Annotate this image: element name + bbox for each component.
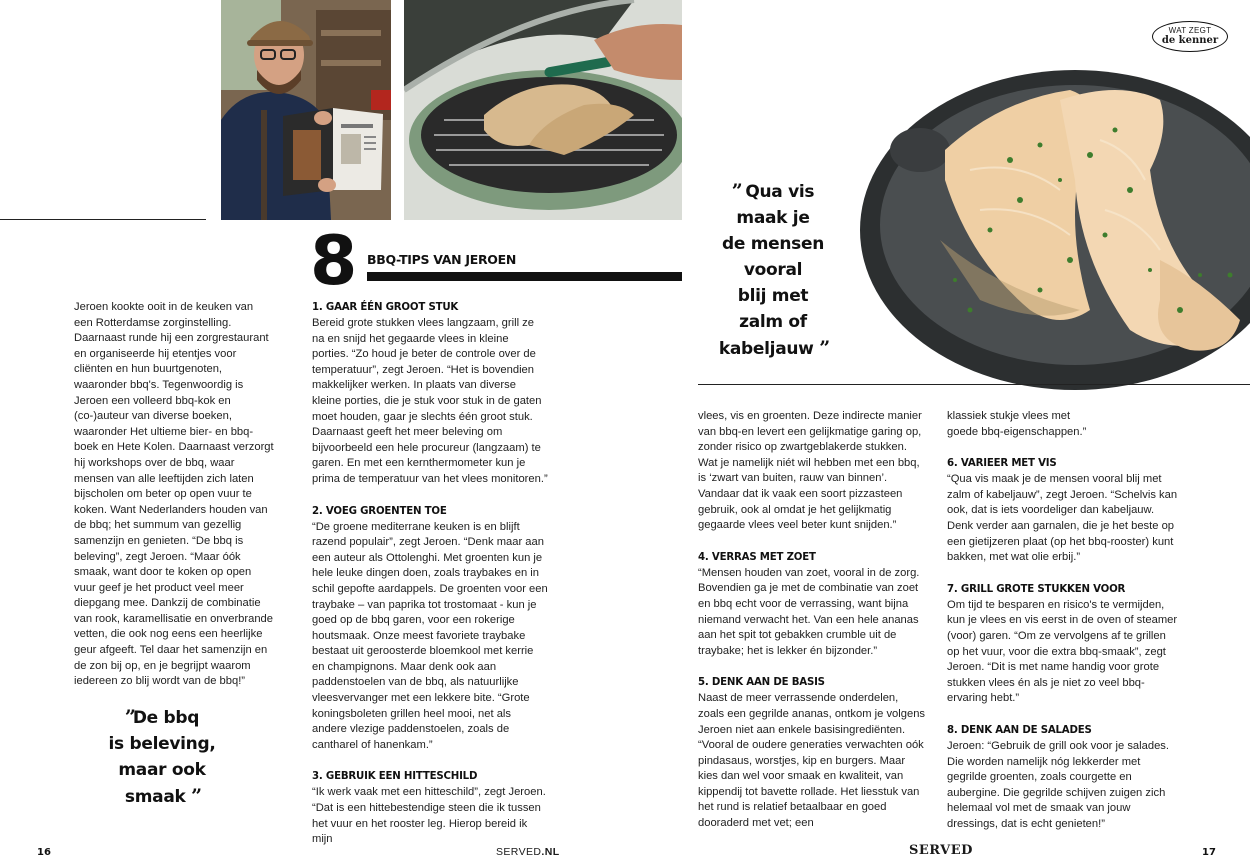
tip-6-text: “Qua vis maak je de mensen vooral blij met zalm of kabeljauw”, zegt Jeroen. “Schelvis kan ook, dat is iets voordeliger dan kabeljauw. Denk verder aan garnalen, die je het beste op een gietijzeren plaat (op het bbq-rooster) kunt bakken, met wat olie erbij.” [947, 473, 1178, 564]
photo-fish-plate [860, 60, 1250, 400]
tip-6-title: 6. VARIEER MET VIS [947, 458, 1057, 470]
quote-close-mark: ” [191, 785, 200, 807]
pullquote-bbq [92, 704, 232, 810]
column-3 [698, 409, 926, 832]
pullquote-line: Qua vis [745, 182, 815, 202]
pullquote-line: kabeljauw [718, 339, 814, 359]
pullquote-line: vooral [743, 260, 803, 280]
tips-number: 8 [310, 222, 356, 301]
page-number-right: 17 [1202, 847, 1216, 858]
site-url-tld: .NL [541, 846, 560, 858]
intro-text [74, 300, 274, 690]
tip-1-text: Bereid grote stukken vlees langzaam, grill ze na en snijd het gegaarde vlees in kleine porties. “Zo houd je beter de controle over de temperatuur”, zegt Jeroen. “Het is bovendien makkelijker werken. In plaats van diverse kleine porties, die je stuk voor stuk in de gaten moet houden, gaar je slechts één groot stuk. Daarnaast geeft het meer beleving om bijvoorbeeld een hele procureur (langzaam) te garen. En met een kernthermometer kun je prima de temperatuur van het vlees monitoren.” [312, 317, 548, 485]
page-number-left: 16 [37, 847, 51, 858]
expert-badge [1152, 21, 1228, 52]
photo-grill-fish [404, 0, 682, 220]
pullquote-line: de mensen [721, 234, 824, 254]
site-url[interactable] [496, 846, 560, 858]
tip-3-continued: vlees, vis en groenten. Deze indirecte manier van bbq-en levert een gelijkmatige garing op, zonder risico op zwartgeblakerde stukken. Wat je namelijk niét wil hebben met een bbq, is ‘zwart van buiten, rauw van binnen’. Vandaar dat ik vaak een soort pizzasteen gebruik, ook al omdat je het gelijkmatig gegaarde vlees veel beter kunt snijden.” [698, 410, 922, 532]
tip-3-text: “Ik werk vaak met een hitteschild”, zegt Jeroen. “Dat is een hittebestendige steen die ik tussen het vuur en het rooster leg. Hierop bereid ik mijn [312, 786, 546, 846]
column-2 [312, 300, 548, 848]
rule-heading [367, 272, 682, 281]
tip-7-title: 7. GRILL GROTE STUKKEN VOOR [947, 583, 1126, 595]
pullquote-line: zalm of [739, 312, 807, 332]
pullquote-fish [705, 178, 841, 362]
quote-open-mark: ” [124, 706, 133, 728]
tip-4-text: “Mensen houden van zoet, vooral in de zorg. Bovendien ga je met de combinatie van zoet en bbq echt voor de verrassing, want bijna niemand verwacht het. Van een hele ananas aan het spit tot gebakken crumble uit de traybake; het is lekker én bijzonder.” [698, 566, 920, 657]
tip-1-title: 1. GAAR ÉÉN GROOT STUK [312, 302, 459, 313]
badge-line1: WAT ZEGT [1168, 26, 1212, 35]
tips-title: BBQ-TIPS VAN JEROEN [367, 252, 517, 267]
quote-close-mark: ” [819, 337, 828, 359]
served-logo: SERVED [909, 843, 973, 858]
fish-plate-illustration [860, 60, 1250, 400]
site-url-name: SERVED [496, 846, 542, 858]
chef-illustration [221, 0, 391, 220]
tip-8-text: Jeroen: “Gebruik de grill ook voor je salades. Die worden namelijk nóg lekkerder met gegrilde groenten, zoals courgette en aubergine. Die gegrilde schijven zuigen zich helemaal vol met de smaak van jouw dressings, dat is echt genieten!” [947, 739, 1169, 830]
rule-right [698, 384, 1250, 385]
photo-chef-with-book [221, 0, 391, 220]
tip-5-title: 5. DENK AAN DE BASIS [698, 677, 825, 689]
rule-left [0, 219, 206, 220]
tip-5-text: Naast de meer verrassende onderdelen, zoals een gegrilde ananas, ontkom je volgens Jeroen niet aan enkele basisingrediënten. “Vooral de oudere generaties verwachten oók pindasaus, worstjes, kip en burgers. Maar kies dan wel voor smaak en kwaliteit, van kippendij tot bavette rollade. Het liesstuk van het rund is relatief betaalbaar en goed dooraderd met vet; een [698, 692, 926, 830]
pullquote-line: De bbq [132, 708, 200, 728]
badge-line2: de kenner [1161, 35, 1219, 46]
pullquote-line: maak je [736, 208, 810, 228]
grill-illustration [404, 0, 682, 220]
pullquote-line: smaak [124, 787, 186, 807]
quote-open-mark: ” [731, 180, 740, 202]
tip-8-title: 8. DENK AAN DE SALADES [947, 724, 1092, 736]
tip-4-title: 4. VERRAS MET ZOET [698, 551, 816, 563]
tip-2-text: “De groene mediterrane keuken is en blijft razend populair”, zegt Jeroen. “Denk maar aan een auteur als Ottolenghi. Met groenten kun je hele leuke dingen doen, zoals traybakes en in schil gepofte aardappels. De groenten voor een traybake – van paprika tot trostomaat - kun je goed op de bbq garen, voor een rokerige houtsmaak. Onze meest favoriete traybake bestaat uit geroosterde bloemkool met kerrie en champignons. Maar denk ook aan paddenstoelen van de bbq, als natuurlijke vleesvervanger met een lekkere bite. “Grote koningsboleten grillen heel mooi, net als andere vlezige paddenstoelen, zoals de cantharel of hanenkam.” [312, 520, 548, 751]
tip-3-title: 3. GEBRUIK EEN HITTESCHILD [312, 771, 478, 783]
tip-7-text: Om tijd te besparen en risico's te vermijden, kun je vlees en vis eerst in de oven of steamer (voor) garen. “Om ze vervolgens af te grillen op het vuur, voor die extra bbq-smaak”, zegt Jeroen. “Dit is met name handig voor grote stukken vlees én als je niet zo veel bbq-ervaring hebt.” [947, 598, 1178, 705]
intro-paragraph: Jeroen kookte ooit in de keuken van een Rotterdamse zorginstelling. Daarnaast runde hij een zorgrestaurant en organiseerde hij etentjes voor cliënten en hun buurtgenoten, waaronder bbq's. Tegenwoordig is Jeroen een volleerd bbq-kok en (co-)auteur van diverse boeken, waaronder Het ultieme bier- en bbq-boek en Hete Kolen. Daarnaast verzorgt hij workshops over de bbq, waar mensen van alle leeftijden zich laten bijscholen om beter op open vuur te koken. Want Nederlanders houden van de bbq; het summum van gezellig samenzijn en genieten. “De bbq is beleving”, zegt Jeroen. “Maar óók smaak, want door te koken op open vuur geef je het product veel meer diepgang mee. Dankzij de combinatie van rook, karamellisatie en onverbrande vetten, die ook nog eens een heerlijke geur afgeeft. Tel daar het samenzijn en de zon bij op, en je begrijpt waarom iedereen zo blij wordt van de bbq!” [74, 301, 274, 688]
pullquote-line: is beleving, [108, 734, 216, 754]
pullquote-line: blij met [737, 286, 809, 306]
tip-5-continued: klassiek stukje vlees met goede bbq-eigenschappen.” [947, 410, 1087, 438]
pullquote-line: maar ook [118, 760, 206, 780]
column-4 [947, 409, 1179, 832]
tip-2-title: 2. VOEG GROENTEN TOE [312, 505, 447, 517]
